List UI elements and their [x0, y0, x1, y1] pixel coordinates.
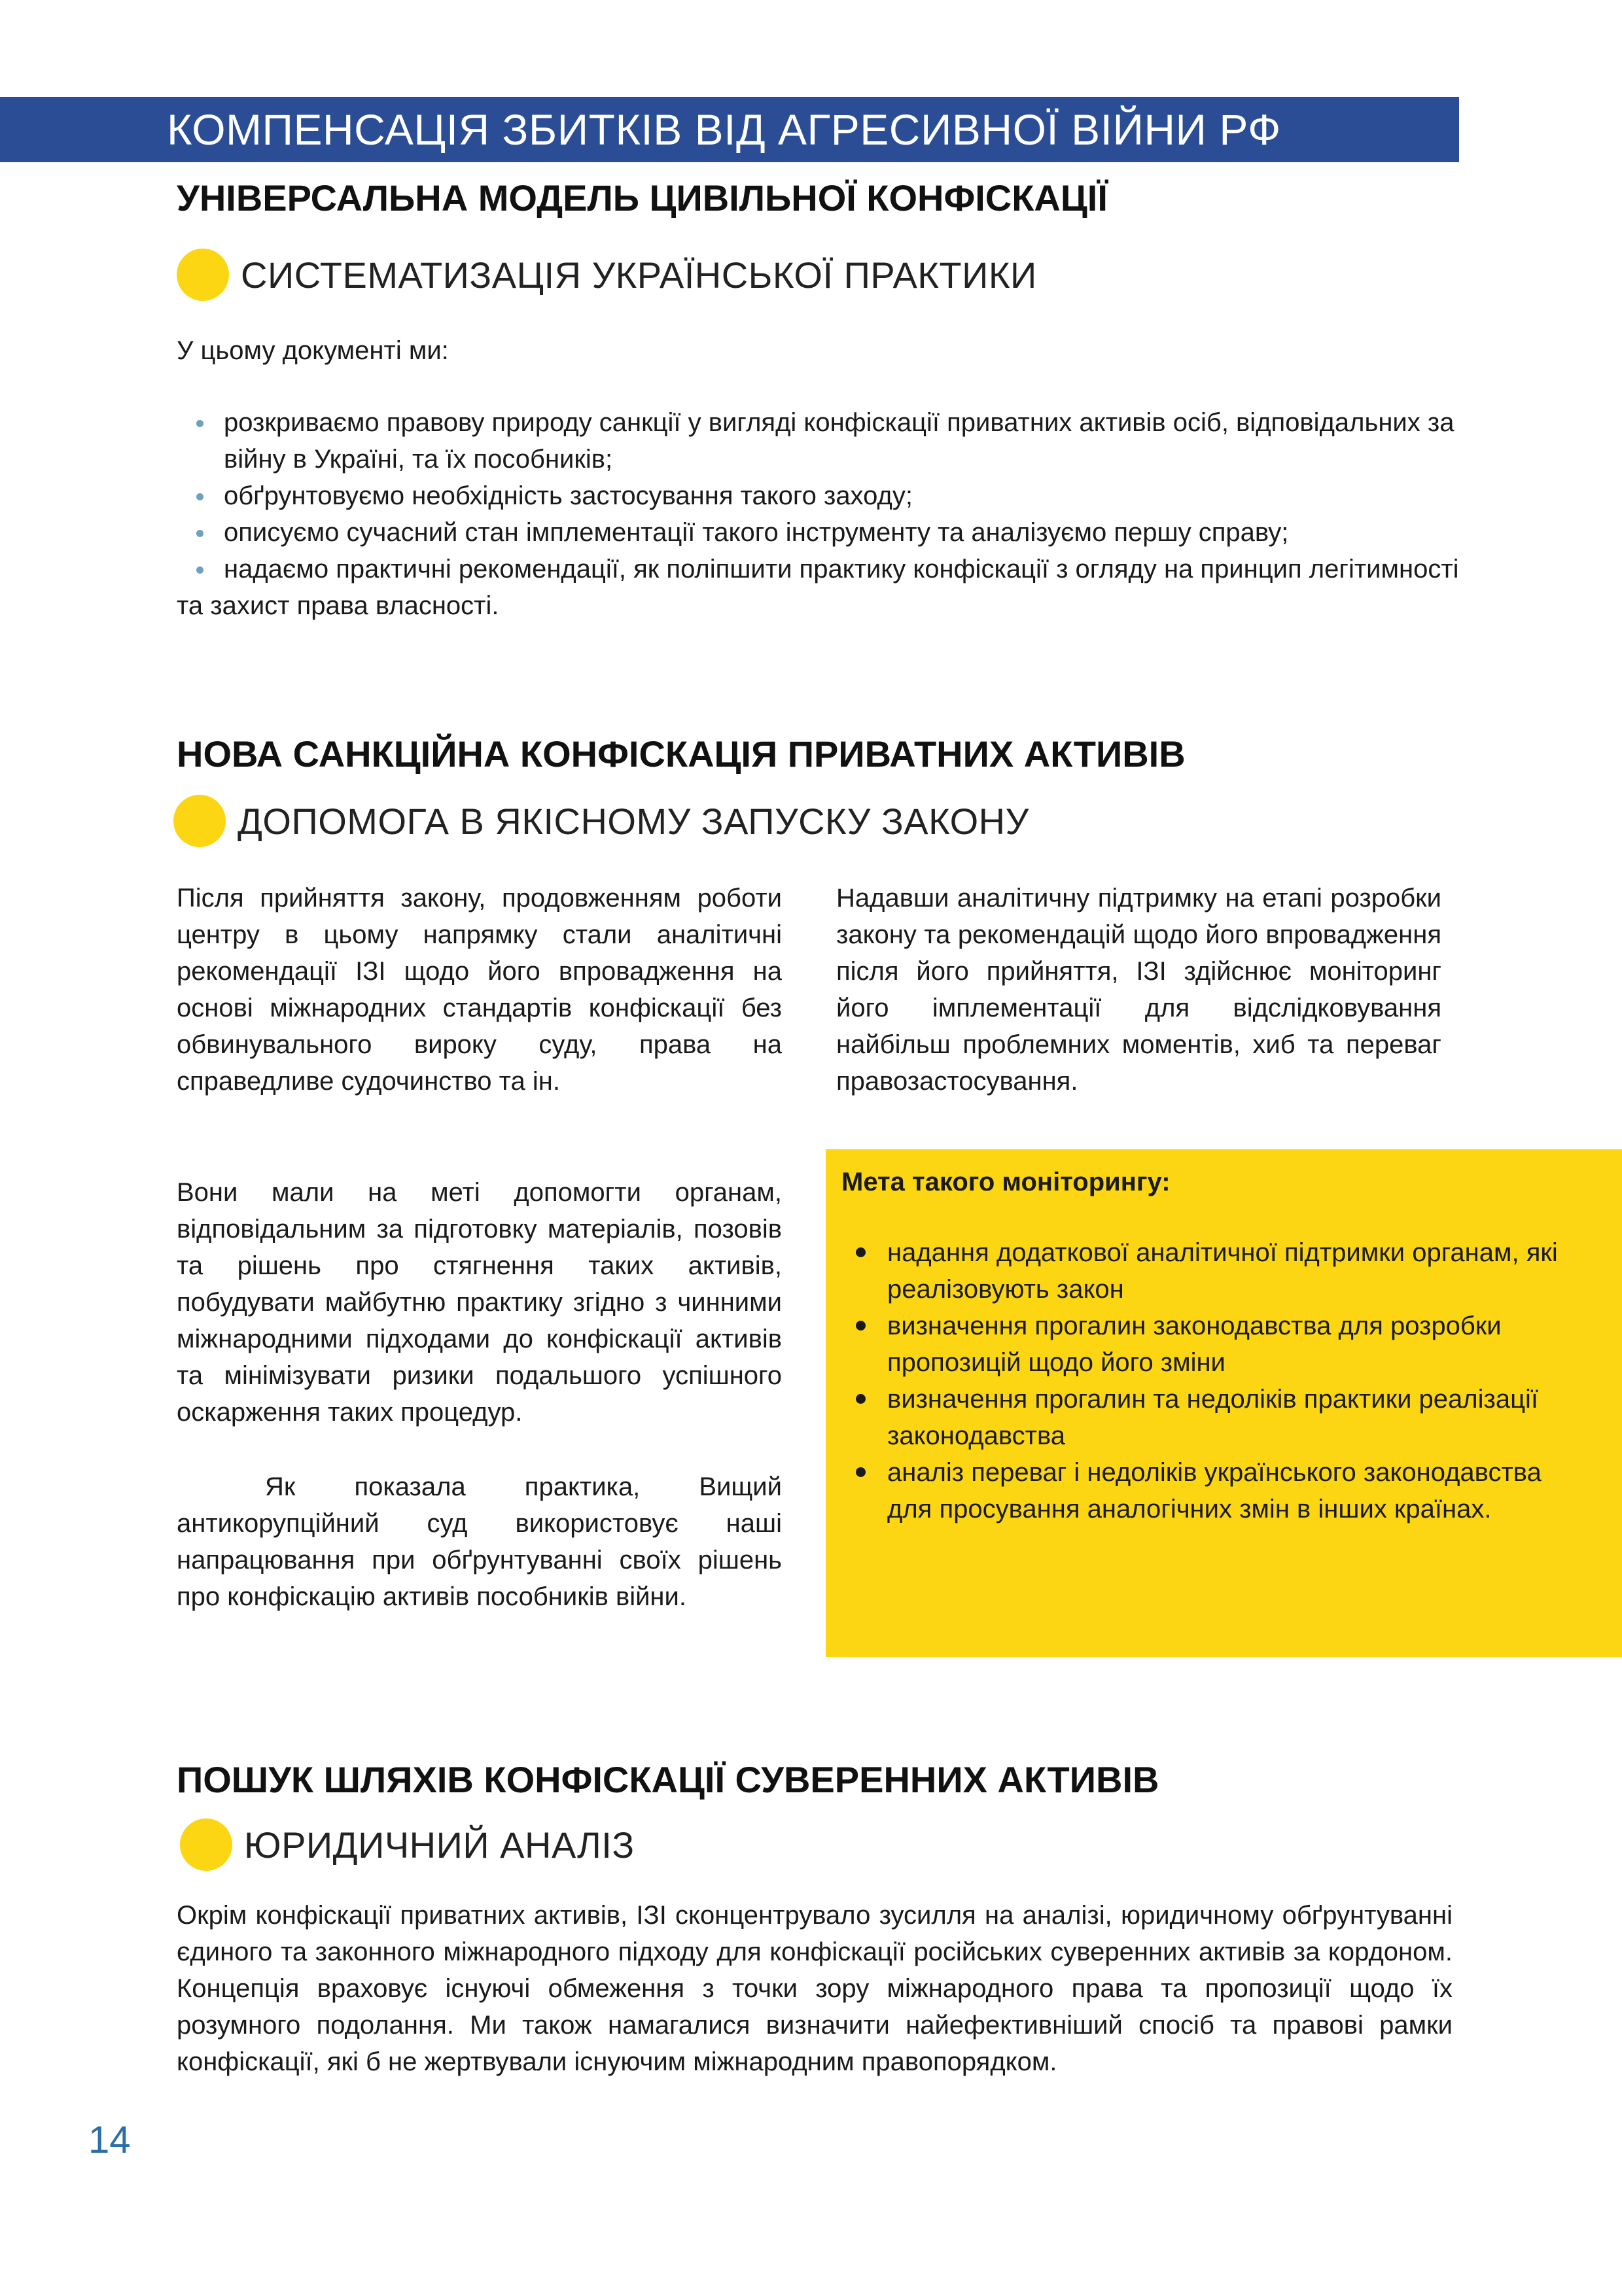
section2-subtitle-row — [173, 795, 1029, 847]
section3-para: Окрім конфіскації приватних активів, IЗІ сконцентрувало зусилля на аналізі, юридичному обґрунтуванні єдиного та законного міжнародного підходу для конфіскації російських суверенних активів за кордоном. Концепція враховує існуючі обмеження з точки зору міжнародного права та пропозиції щодо їх розумного подолання. Ми також намагалися визначити найефективніший спосіб та правові рамки конфіскації, які б не жертвували існуючим міжнародним правопорядком. — [177, 1901, 1453, 2076]
bullet-icon — [856, 1321, 866, 1331]
bullet-icon — [196, 420, 203, 427]
list-item-text: надаємо практичні рекомендації, як поліпшити практику конфіскації з огляду на принцип легітимності та захист права власності. — [177, 555, 1459, 620]
yellow-circle-icon — [180, 1818, 232, 1871]
banner-title: КОМПЕНСАЦІЯ ЗБИТКІВ ВІД АГРЕСИВНОЇ ВІЙНИ РФ — [167, 105, 1281, 154]
section2-title: НОВА САНКЦІЙНА КОНФІСКАЦІЯ ПРИВАТНИХ АКТИВІВ — [177, 733, 1186, 774]
section3-subtitle: ЮРИДИЧНИЙ АНАЛІЗ — [244, 1824, 635, 1866]
list-item-text: розкриваємо правову природу санкції у вигляді конфіскації приватних активів осіб, відповідальних за війну в Україні, та їх пособників; — [224, 408, 1455, 474]
bullet-icon — [856, 1467, 866, 1477]
section1-intro: У цьому документі ми: — [177, 336, 449, 365]
list-item — [841, 1454, 1587, 1527]
list-item — [177, 551, 1459, 624]
section1-subtitle-row — [177, 249, 1037, 301]
list-item — [177, 478, 1459, 514]
list-item-text: аналіз переваг і недоліків українського законодавства для просування аналогічних змін в інших країнах. — [887, 1458, 1542, 1523]
section2-right-para: Надавши аналітичну підтримку на етапі розробки закону та рекомендацій щодо його впровадження після його прийняття, IЗІ здійснює моніторинг його імплементації для відслідковування найбільш проблемних моментів, хиб та переваг правозастосування. — [836, 884, 1441, 1096]
section2-subtitle: ДОПОМОГА В ЯКІСНОМУ ЗАПУСКУ ЗАКОНУ — [238, 800, 1029, 842]
list-item — [177, 514, 1459, 551]
section1-subtitle: СИСТЕМАТИЗАЦІЯ УКРАЇНСЬКОЇ ПРАКТИКИ — [241, 254, 1037, 296]
yellow-circle-icon — [177, 249, 229, 301]
list-item — [841, 1381, 1587, 1454]
page-number: 14 — [88, 2119, 131, 2161]
box-title: Мета такого моніторингу: — [841, 1168, 1171, 1196]
bullet-icon — [856, 1394, 866, 1404]
bullet-icon — [196, 493, 203, 500]
section1-title: УНІВЕРСАЛЬНА МОДЕЛЬ ЦИВІЛЬНОЇ КОНФІСКАЦІЇ — [177, 177, 1108, 218]
section2-left-para3: Як показала практика, Вищий антикорупційний суд використовує наші напрацювання при обґрунтуванні своїх рішень про конфіскацію активів пособників війни. — [177, 1472, 782, 1611]
section2-left-para1: Після прийняття закону, продовженням роботи центру в цьому напрямку стали аналітичні рекомендації IЗІ щодо його впровадження на основі міжнародних стандартів конфіскації без обвинувального вироку суду, права на справедливе судочинство та ін. — [177, 884, 782, 1096]
box-bullet-list — [841, 1234, 1587, 1527]
header-banner — [0, 97, 1459, 162]
section2-left-para2: Вони мали на меті допомогти органам, відповідальним за підготовку матеріалів, позовів та рішень про стягнення таких активів, побудувати майбутню практику згідно з чинними міжнародними підходами до конфіскації активів та мінімізувати ризики подальшого успішного оскарження таких процедур. — [177, 1178, 782, 1427]
monitoring-goals-box — [826, 1149, 1622, 1657]
section1-bullet-list — [177, 404, 1459, 624]
list-item-text: визначення прогалин та недоліків практики реалізації законодавства — [887, 1385, 1538, 1450]
section3-subtitle-row — [180, 1818, 635, 1871]
bullet-icon — [196, 566, 203, 574]
list-item-text: описуємо сучасний стан імплементації такого інструменту та аналізуємо першу справу; — [224, 518, 1289, 547]
section3-title: ПОШУК ШЛЯХІВ КОНФІСКАЦІЇ СУВЕРЕННИХ АКТИВІВ — [177, 1759, 1159, 1800]
yellow-circle-icon — [173, 795, 226, 847]
bullet-icon — [196, 530, 203, 537]
list-item-text: обґрунтовуємо необхідність застосування такого заходу; — [224, 481, 913, 510]
list-item — [841, 1308, 1587, 1381]
list-item-text: визначення прогалин законодавства для розробки пропозицій щодо його зміни — [887, 1312, 1502, 1377]
list-item-text: надання додаткової аналітичної підтримки органам, які реалізовують закон — [887, 1238, 1558, 1304]
list-item — [841, 1234, 1587, 1308]
bullet-icon — [856, 1247, 866, 1257]
list-item — [177, 404, 1459, 478]
